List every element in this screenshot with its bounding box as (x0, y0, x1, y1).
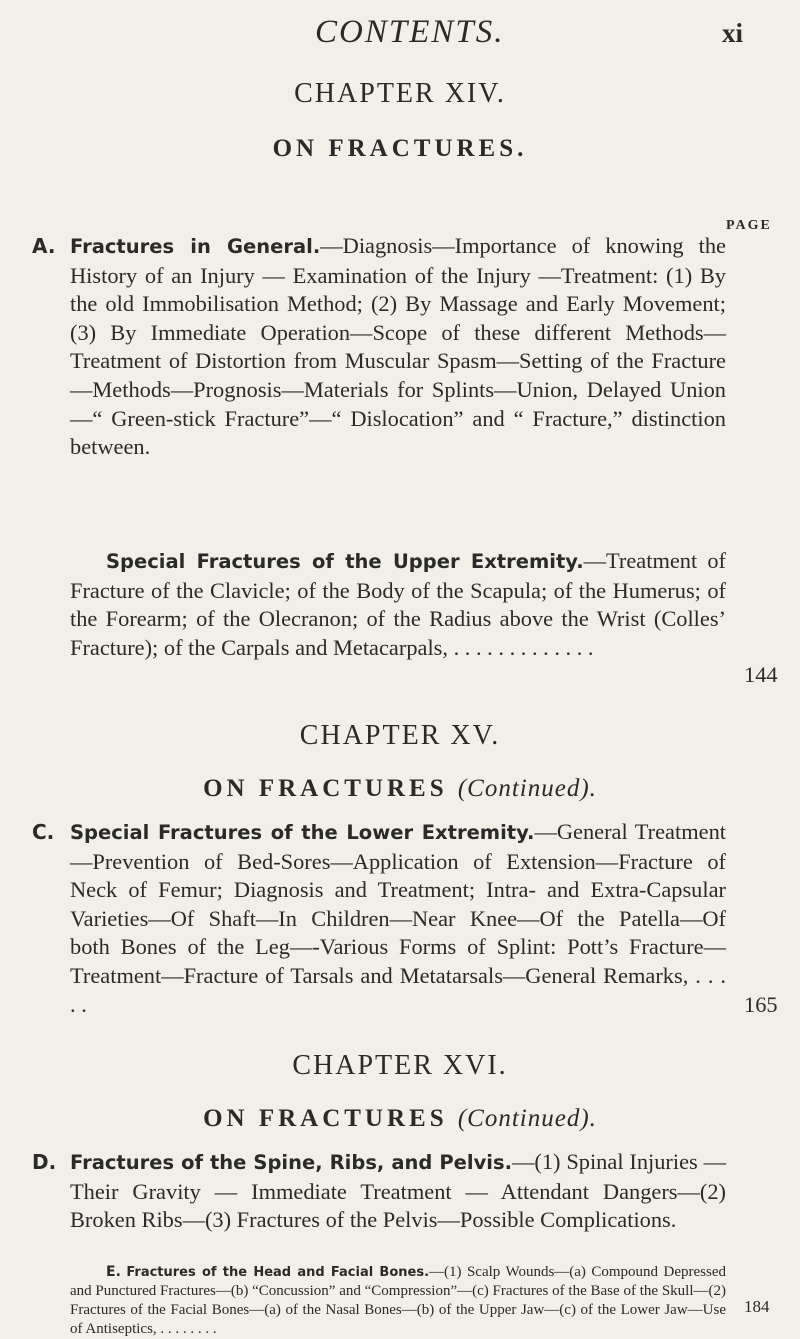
page-column-label: PAGE (726, 218, 772, 233)
page-number: xi (722, 18, 744, 48)
chapter-16-subheading-text: ON FRACTURES (203, 1105, 448, 1132)
chapter-15-continued: (Continued). (457, 775, 597, 802)
entry-d-marker: D. (32, 1150, 57, 1174)
chapter-16-subheading (0, 1105, 800, 1133)
entry-e-page: 184 (744, 1297, 770, 1316)
chapter-15-subheading (0, 775, 800, 803)
entry-e-text: —(1) Scalp Wounds—(a) Compound Depressed and Punctured Fractures—(b) “Concussion” and “Compression”—(c) Fractures of the Base of the Skull—(2) Fractures of the Facial Bones—(a) of the Nasal Bones—(b) of the Upper Jaw—(c) of the Lower Jaw—Use of Antiseptics, . . . . . . . . (70, 1264, 726, 1337)
running-head-title: CONTENTS. (315, 14, 505, 50)
entry-c-text: —General Treatment—Prevention of Bed-Sores—Application of Extension—Fracture of Neck of Femur; Diagnosis and Treatment; Intra- and Extra-Capsular Varieties—Of Shaft—In Children—Near Knee—Of the Patella—Of both Bones of the Leg—-Various Forms of Splint: Pott’s Fracture—Treatment—Fracture of Tarsals and Metatarsals—General Remarks, . . . . . (70, 819, 726, 1017)
entry-d-lead: Fractures of the Spine, Ribs, and Pelvis. (70, 1151, 512, 1174)
chapter-14-subheading (0, 135, 800, 163)
entry-c-marker: C. (32, 820, 55, 844)
chapter-14-heading: CHAPTER XIV. (294, 78, 506, 109)
entry-e-marker: E. (106, 1264, 121, 1280)
entry-a-lead: Fractures in General. (70, 235, 321, 258)
chapter-16-continued: (Continued). (457, 1105, 597, 1132)
entry-b-text: —Treatment of Fracture of the Clavicle; of the Body of the Scapula; of the Humerus; of the Forearm; of the Olecranon; of the Radius above the Wrist (Colles’ Fracture); of the Carpals and Metacarpals, . . . . . . . . . . . . . (70, 548, 726, 660)
chapter-14-subheading-text: ON FRACTURES. (272, 135, 528, 162)
chapter-15-heading: CHAPTER XV. (299, 720, 501, 751)
entry-d (32, 1148, 726, 1235)
entry-e-lead: Fractures of the Head and Facial Bones. (126, 1265, 430, 1280)
entry-c-lead: Special Fractures of the Lower Extremity. (70, 821, 535, 844)
entry-a-marker: A. (32, 234, 56, 258)
entry-b (70, 547, 726, 662)
entry-c-page: 165 (744, 992, 778, 1017)
entry-b-lead: Special Fractures of the Upper Extremity. (106, 550, 584, 573)
entry-c (32, 818, 726, 1019)
running-head (0, 14, 800, 54)
entry-b-page: 144 (744, 662, 778, 687)
chapter-16-heading: CHAPTER XVI. (292, 1050, 508, 1081)
entry-e (70, 1263, 726, 1339)
entry-a (32, 232, 726, 462)
entry-d-text: —(1) Spinal Injuries — Their Gravity — Immediate Treatment — Attendant Dangers—(2) Broken Ribs—(3) Fractures of the Pelvis—Possible Complications. (70, 1149, 726, 1233)
entry-a-text: —Diagnosis—Importance of knowing the History of an Injury — Examination of the Injury —Treatment: (1) By the old Immobilisation Method; (2) By Massage and Early Movement; (3) By Immediate Operation—Scope of these different Methods—Treatment of Distortion from Muscular Spasm—Setting of the Fracture—Methods—Prognosis—Materials for Splints—Union, Delayed Union—“ Green-stick Fracture”—“ Dislocation” and “ Fracture,” distinction between. (70, 233, 726, 460)
chapter-15-subheading-text: ON FRACTURES (203, 775, 448, 802)
